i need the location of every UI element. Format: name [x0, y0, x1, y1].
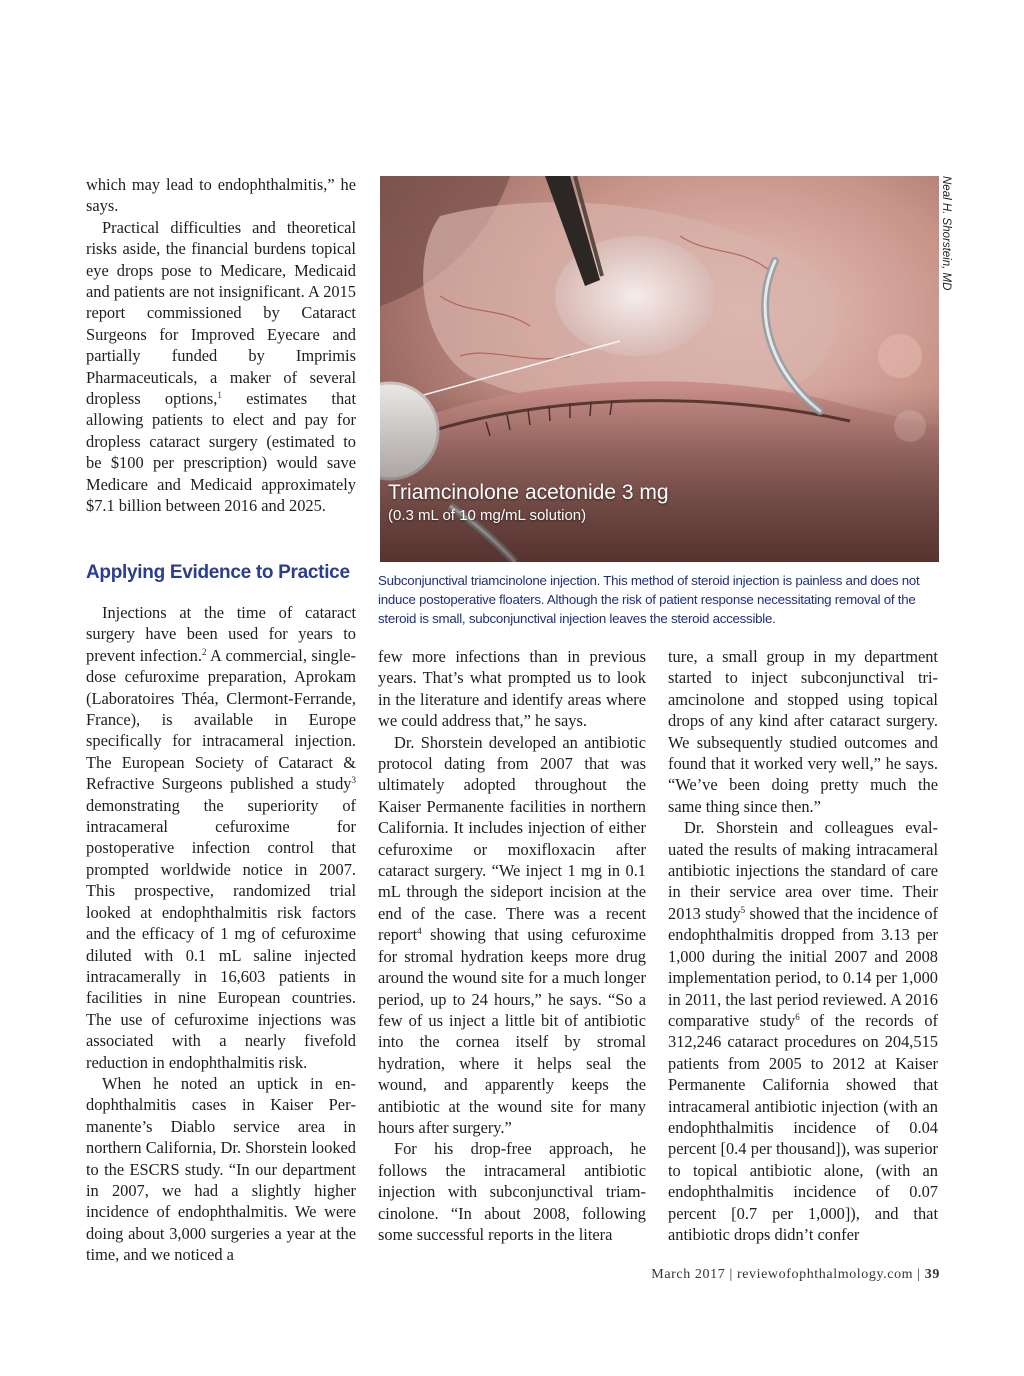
figure-overlay-title: Triamcinolone acetonide 3 mg [388, 481, 669, 504]
reference-superscript: 5 [740, 904, 746, 915]
paragraph: When he noted an uptick in endophthalmitis cases in Kaiser Permanente’s Diablo service area in northern California, Dr. Shorstein looked to the ESCRS study. “In our department in 2007, we had a slightly higher incidence of endophthalmitis. We were doing about 3,000 surgeries a year at the time, and we noticed a [86, 1073, 356, 1265]
figure-caption: Subconjunctival triamcinolone injection. This method of steroid injection is painless and does not induce postoperative floaters. Although the risk of patient response necessitating removal of the steroid is small, subconjunctival injection leaves the steroid accessible. [378, 573, 920, 626]
figure-overlay-subtitle: (0.3 mL of 10 mg/mL solution) [388, 507, 587, 524]
article-column-left-bottom [86, 602, 356, 1266]
paragraph: few more infections than in previous years. That’s what prompted us to look in the literature and identify areas where we could address that,” he says. [378, 647, 646, 731]
article-column-left-top [86, 174, 356, 517]
reference-superscript: 3 [351, 775, 356, 786]
page-number: 39 [924, 1267, 940, 1282]
paragraph: Dr. Shorstein developed an antibiotic protocol dating from 2007 that was ultimately adopted throughout the Kaiser Permanente facilities in northern California. It includes injection of either cefuroxime or moxifloxacin after cataract surgery. “We inject 1 mg in 0.1 mL through the sideport incision at the end of the case. There was a recent report$^4$ showing that using cefuroxime for stromal hydration keeps more drug around the wound site for a much longer period, up to 24 hours,” he says. “So a few of us inject a little bit of antibiotic into the cornea itself by stromal hydration, where it helps seal the wound, and apparently keeps the antibiotic at the wound site for many hours after surgery.” [378, 732, 646, 1137]
paragraph: For his drop-free approach, he follows the intracameral antibiotic injection with subconjunctival triamcinolone. “In about 2008, following some successful reports in the litera [378, 1139, 646, 1244]
photo-credit-text: Neal H. Shorstein, MD [940, 176, 952, 291]
paragraph: ture, a small group in my department started to inject subconjunctival triamcinolone and stopped using topical drops of any kind after cataract surgery. We subsequently studied outcomes and found that it worked very well,” he says. “We’ve been doing pretty much the same thing since then.” [668, 647, 938, 816]
reference-superscript: 2 [201, 646, 207, 657]
footer-separator: | [917, 1267, 921, 1282]
reference-superscript: 1 [217, 390, 222, 401]
paragraph: Injections at the time of cataract surgery have been used for years to prevent infection.$^2$ A commercial, single-dose cefuroxime preparation, Aprokam (Laboratoires Théa, Clermont-Ferrande, France), is available in Europe specifically for intracameral injection. The European Society of Cataract & Refractive Surgeons published a study$^3$ demonstrating the superiority of intracameral cefuroxime for postoperative infection control that prompted worldwide notice in 2007. This prospective, randomized trial looked at endophthalmitis risk factors and the efficacy of 1 mg of cefuroxime diluted with 0.1 mL saline injected intracamerally in 16,603 patients in facilities in nine European countries. The use of cefuroxime injections was associated with a nearly fivefold reduction in endophthalmitis risk. [86, 603, 356, 1072]
article-column-middle [378, 646, 646, 1245]
article-column-right [668, 646, 938, 1245]
reference-superscript: 4 [417, 926, 422, 937]
website-url: reviewofophthalmology.com [736, 1267, 914, 1282]
paragraph: which may lead to endophthalmitis,” he says. [86, 175, 356, 216]
paragraph: Dr. Shorstein and colleagues evaluated the results of making intracameral antibiotic injections the standard of care in their service area over time. Their 2013 study$^5$ showed that the incidence of endophthalmitis dropped from 3.13 per 1,000 during the initial 2007 and 2008 implementation period, to 0.14 per 1,000 in 2011, the last period reviewed. A 2016 comparative study$^6$ of the records of 312,246 cataract procedures on 204,515 patients from 2005 to 2012 at Kaiser Permanente California showed that intracameral antibiotic injection (with an endophthalmitis incidence of 0.04 percent [0.4 per thousand]), was superior to topical antibiotic alone, (with an endophthalmitis incidence of 0.07 percent [0.7 per 1,000]), and that antibiotic drops didn’t confer [668, 818, 938, 1244]
section-heading: Applying Evidence to Practice [86, 562, 350, 583]
photo-credit [932, 176, 956, 291]
reference-superscript: 6 [795, 1011, 800, 1022]
figure-photo [380, 176, 939, 562]
page-footer [620, 1267, 940, 1283]
issue-date: March 2017 [651, 1267, 726, 1282]
paragraph: Practical difficulties and theoretical risks aside, the financial burdens topical eye drops pose to Medicare, Medicaid and patients are not insignificant. A 2015 report commissioned by Cataract Surgeons for Improved Eyecare and partially funded by Imprimis Pharmaceuticals, a maker of several dropless options,$^1$ estimates that allowing patients to elect and pay for dropless cataract surgery (estimated to be $100 per prescription) would save Medicare and Medicaid approximately $7.1 billion between 2016 and 2025. [86, 217, 356, 516]
footer-separator: | [729, 1267, 733, 1282]
